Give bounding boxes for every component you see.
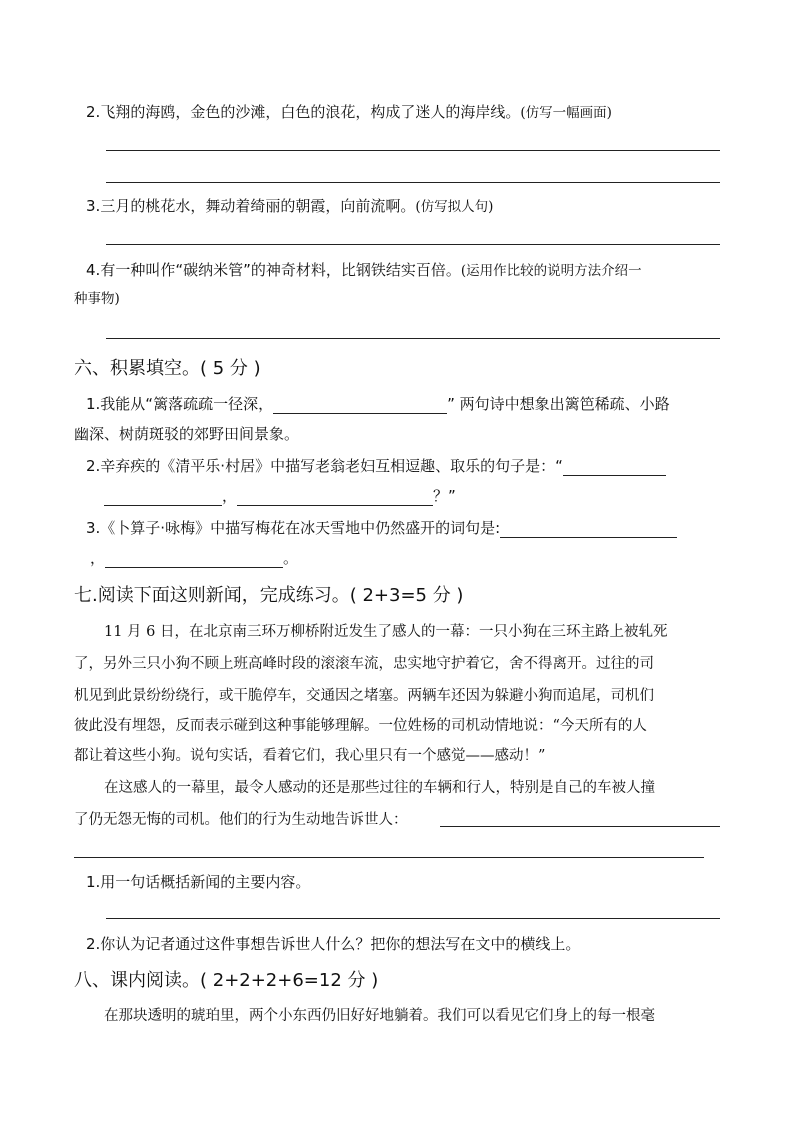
news-p2-line1: 在这感人的一幕里，最令人感动的还是那些过往的车辆和行人，特别是自己的车被人撞 [104,780,655,796]
blank-s6q2-2[interactable] [104,488,222,506]
question-3-number: 3. [86,197,101,215]
question-2-number: 2. [86,103,101,121]
news-p1-line4: 彼此没有埋怨，反而表示碰到这种事能够理解。一位姓杨的司机动情地说：“今天所有的人 [74,718,647,734]
answer-line-q2-1[interactable] [106,150,720,151]
amber-passage-line1: 在那块透明的琥珀里，两个小东西仍旧好好地躺着。我们可以看见它们身上的每一根毫 [104,1008,655,1024]
section-7-title: 七.阅读下面这则新闻，完成练习。( 2+3=5 分 ) [74,585,464,606]
section-7-question-1: 1.用一句话概括新闻的主要内容。 [86,873,311,891]
section-6-title: 六、积累填空。( 5 分 ) [74,358,261,379]
blank-s6q3-1[interactable] [500,520,677,538]
section-6-question-2 [86,456,666,476]
blank-s6q1[interactable] [273,396,447,414]
question-4 [86,260,642,281]
question-3 [86,196,493,217]
section-6-question-3-line2 [90,548,298,568]
section-6-question-2-line2 [104,486,456,506]
question-3-instruction: (仿写拟人句) [415,199,494,215]
question-2 [86,102,612,123]
blank-s6q2-1[interactable] [563,458,666,476]
s6q1-text-b: ” 两句诗中想象出篱笆稀疏、小路 [447,395,670,413]
s6q3-end: 。 [283,549,299,567]
question-4-instruction: (运用作比较的说明方法介绍一 [460,263,642,279]
news-p1-line3: 机见到此景纷纷绕行，或干脆停车，交通因之堵塞。两辆车还因为躲避小狗而追尾，司机们 [74,688,654,704]
question-4-number: 4. [86,261,101,279]
question-2-instruction: (仿写一幅画面) [520,105,612,121]
blank-s6q3-2[interactable] [105,550,283,568]
question-4-instruction-cont: 种事物) [74,291,120,307]
s6q2-end: ？” [433,487,456,505]
blank-s6q2-3[interactable] [237,488,433,506]
s6q3-text-a: 3.《卜算子·咏梅》中描写梅花在冰天雪地中仍然盛开的词句是: [86,519,501,537]
news-p1-line5: 都让着这些小狗。说句实话，看着它们，我心里只有一个感觉——感动！” [74,748,546,764]
section-6-question-1 [86,394,670,414]
section-8-title: 八、课内阅读。( 2+2+2+6=12 分 ) [74,970,379,991]
question-4-text: 有一种叫作“碳纳米管”的神奇材料，比钢铁结实百倍。 [100,261,461,279]
question-2-text: 飞翔的海鸥，金色的沙滩，白色的浪花，构成了迷人的海岸线。 [100,103,521,121]
question-3-text: 三月的桃花水，舞动着绮丽的朝霞，向前流啊。 [100,197,416,215]
news-p1-line2: 了，另外三只小狗不顾上班高峰时段的滚滚车流，忠实地守护着它，舍不得离开。过往的司 [74,656,654,672]
s6q3-comma: ， [90,549,106,567]
s6q2-comma: ， [222,487,238,505]
answer-line-q4[interactable] [106,338,720,339]
s6q2-text-a: 2.辛弃疾的《清平乐·村居》中描写老翁老妇互相逗趣、取乐的句子是：“ [86,457,563,475]
section-6-question-3 [86,518,677,538]
answer-line-q2-2[interactable] [106,182,720,183]
answer-line-s7q1[interactable] [106,918,720,919]
section-7-question-2: 2.你认为记者通过这件事想告诉世人什么？把你的想法写在文中的横线上。 [86,935,581,953]
news-p1-line1: 11 月 6 日，在北京南三环万柳桥附近发生了感人的一幕：一只小狗在三环主路上被轧死 [104,624,668,640]
blank-news-answer-1[interactable] [440,826,720,827]
news-p2-line2: 了仍无怨无悔的司机。他们的行为生动地告诉世人： [74,812,408,828]
answer-line-q3[interactable] [106,244,720,245]
s6q1-text-c: 幽深、树荫斑驳的郊野田间景象。 [74,425,300,443]
blank-news-answer-2[interactable] [74,857,704,858]
s6q1-text-a: 1.我能从“篱落疏疏一径深， [86,395,274,413]
